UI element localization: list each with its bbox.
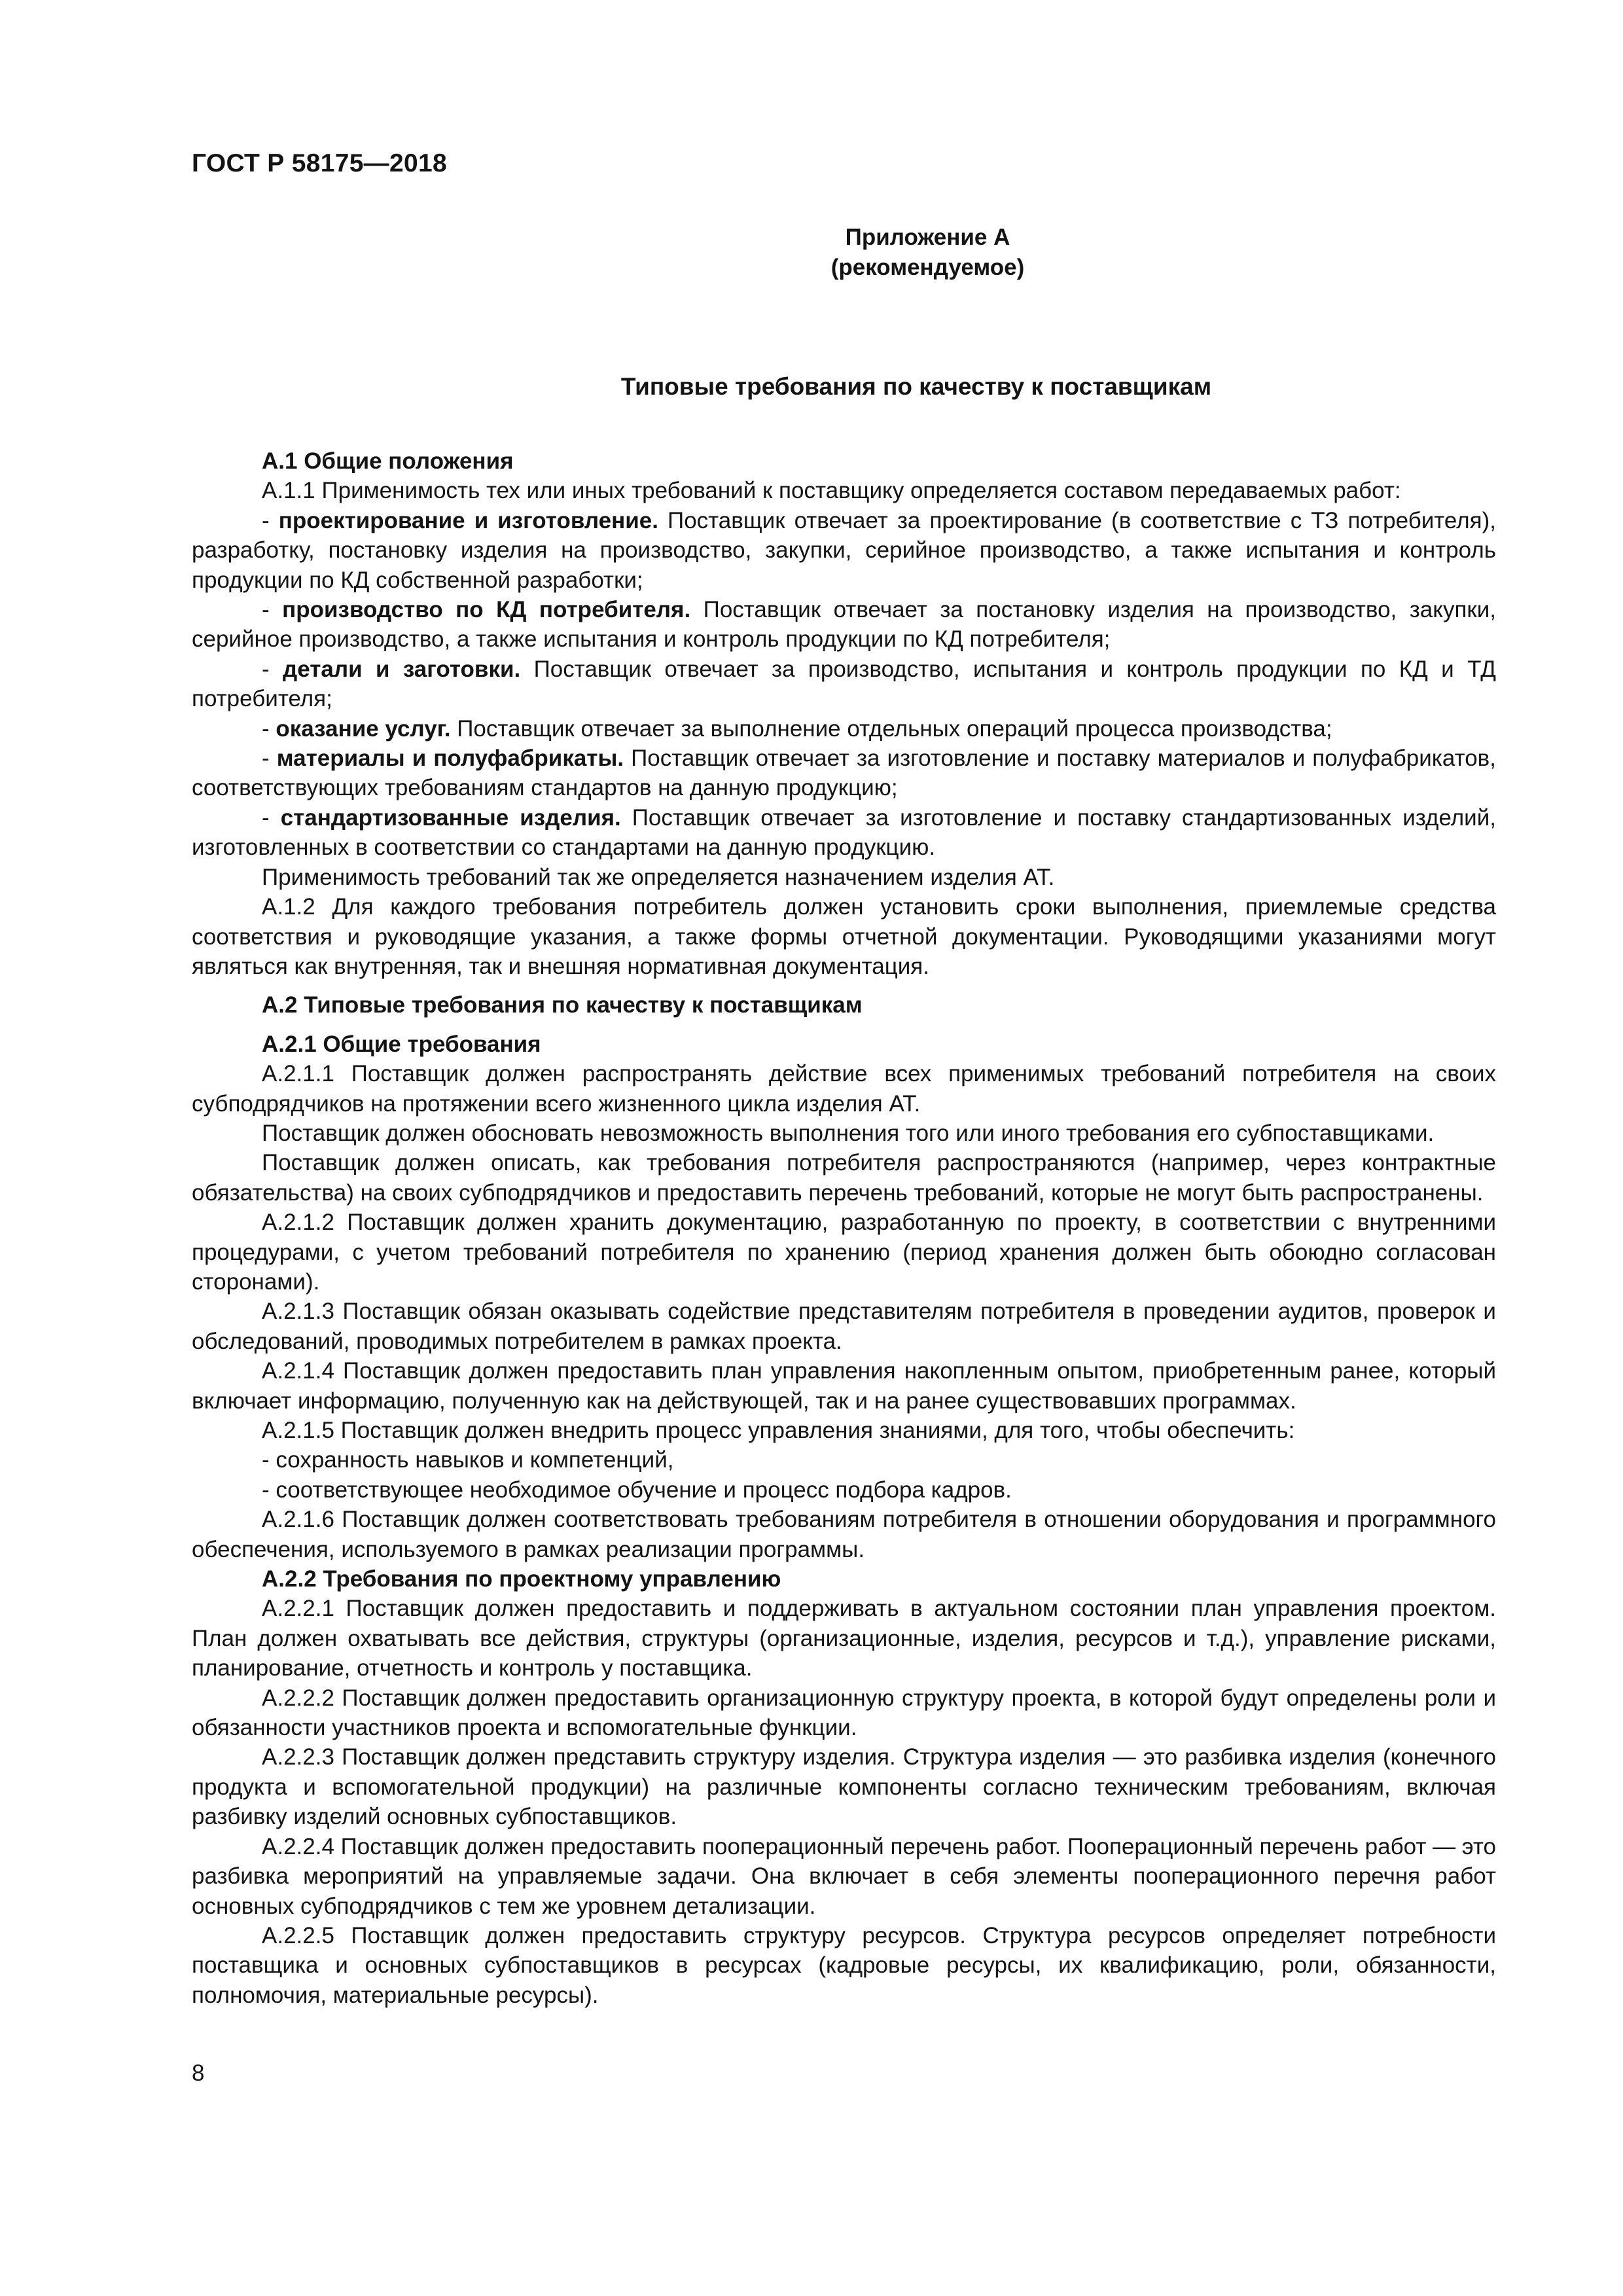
list-item-term: материалы и полуфабрикаты. (276, 745, 624, 772)
list-item-standard: - стандартизованные изделия. Поставщик отвечает за изготовление и поставку стандартизованных изделий, изготовленных в соответствии со стандартами на данную продукцию. (192, 804, 1496, 861)
paragraph-a223: А.2.2.3 Поставщик должен представить структуру изделия. Структура изделия — это разбивка изделия (конечного продукта и вспомогательной продукции) на различные компоненты согласно техническим требованиям, включая разбивку изделий основных субпоставщиков. (192, 1744, 1496, 1830)
section-heading-a1: А.1 Общие положения (262, 448, 514, 474)
list-item-text: Поставщик отвечает за постановку изделия на производство, закупки, серийное производство, а также испытания и контроль продукции по КД потребителя; (192, 597, 1496, 653)
list-item-text: Поставщик отвечает за проектирование (в соответствие с ТЗ потребителя), разработку, постановку изделия на производство, закупки, серийное производство, а также испытания и контроль продукции по КД собственной разработки; (192, 507, 1496, 593)
paragraph-a213: А.2.1.3 Поставщик обязан оказывать содействие представителям потребителя в проведении аудитов, проверок и обследований, проводимых потребителем в рамках проекта. (192, 1299, 1496, 1354)
paragraph-a214: А.2.1.4 Поставщик должен предоставить план управления накопленным опытом, приобретенным ранее, который включает информацию, полученную как на действующей, так и на ранее существовавших программах. (192, 1358, 1496, 1414)
bullet-skills: - сохранность навыков и компетенций, (262, 1447, 674, 1473)
list-item-materials: - материалы и полуфабрикаты. Поставщик отвечает за изготовление и поставку материалов и полуфабрикатов, соответствующих требованиям стандартов на данную продукцию; (192, 745, 1497, 801)
paragraph-a12: А.1.2 Для каждого требования потребитель должен установить сроки выполнения, приемлемые средства соответствия и руководящие указания, а также формы отчетной документации. Руководящими указаниями могут являться как внутренняя, так и внешняя нормативная документация. (192, 894, 1496, 979)
paragraph-a211: А.2.1.1 Поставщик должен распространять действие всех применимых требований потребителя на своих субподрядчиков на протяжении всего жизненного цикла изделия АТ. (192, 1061, 1496, 1117)
page-number: 8 (192, 2060, 205, 2086)
list-item-services: - оказание услуг. Поставщик отвечает за выполнение отдельных операций процесса производства; (262, 715, 1332, 742)
bullet-training: - соответствующее необходимое обучение и процесс подбора кадров. (262, 1477, 1012, 1503)
paragraph-a216: А.2.1.6 Поставщик должен соответствовать требованиям потребителя в отношении оборудования и программного обеспечения, используемого в рамках реализации программы. (192, 1507, 1496, 1562)
list-item-term: оказание услуг. (276, 715, 451, 742)
list-item-text: Поставщик отвечает за изготовление и поставку материалов и полуфабрикатов, соответствующих требованиям стандартов на данную продукцию; (192, 745, 1497, 801)
annex-title: Приложение А (845, 224, 1010, 250)
paragraph-a222: А.2.2.2 Поставщик должен предоставить организационную структуру проекта, в которой будут определены роли и обязанности участников проекта и вспомогательные функции. (192, 1685, 1496, 1741)
paragraph-a215: А.2.1.5 Поставщик должен внедрить процесс управления знаниями, для того, чтобы обеспечить: (262, 1418, 1295, 1443)
paragraph-a221: А.2.2.1 Поставщик должен предоставить и поддерживать в актуальном состоянии план управления проектом. План должен охватывать все действия, структуры (организационные, изделия, ресурсов и т.д.), управление рисками, планирование, отчетность и контроль у поставщика. (192, 1596, 1496, 1681)
annex-status: (рекомендуемое) (830, 255, 1025, 280)
paragraph-a212: А.2.1.2 Поставщик должен хранить документацию, разработанную по проекту, в соответствии с внутренними процедурами, с учетом требований потребителя по хранению (период хранения должен быть обоюдно согласован сторонами). (192, 1210, 1496, 1295)
paragraph-a224: А.2.2.4 Поставщик должен предоставить пооперационный перечень работ. Пооперационный перечень работ — это разбивка мероприятий на управляемые задачи. Она включает в себя элементы пооперационного перечня работ основных субподрядчиков с тем же уровнем детализации. (192, 1833, 1496, 1919)
list-item-term: производство по КД потребителя. (282, 597, 691, 623)
main-title: Типовые требования по качеству к поставщикам (620, 373, 1212, 400)
paragraph-a211-3: Поставщик должен описать, как требования потребителя распространяются (например, через контрактные обязательства) на своих субподрядчиков и предоставить перечень требований, которые не могут быть распространены. (192, 1150, 1496, 1206)
body-text (192, 446, 1496, 2010)
paragraph-a225: А.2.2.5 Поставщик должен предоставить структуру ресурсов. Структура ресурсов определяет потребности поставщика и основных субпоставщиков в ресурсах (кадровые ресурсы, их квалификацию, роли, обязанности, полномочия, материальные ресурсы). (192, 1922, 1496, 2008)
annex-heading (0, 223, 1623, 283)
paragraph-applicability: Применимость требований так же определяется назначением изделия АТ. (262, 864, 1055, 890)
paragraph-a111: А.1.1 Применимость тех или иных требований к поставщику определяется составом передаваемых работ: (262, 478, 1401, 504)
section-heading-a22: А.2.2 Требования по проектному управлению (262, 1566, 781, 1592)
list-item-text: Поставщик отвечает за производство, испытания и контроль продукции по КД и ТД потребителя; (192, 656, 1497, 712)
list-item-term: детали и заготовки. (283, 656, 521, 682)
list-item-parts: - детали и заготовки. Поставщик отвечает за производство, испытания и контроль продукции по КД и ТД потребителя; (192, 656, 1497, 712)
paragraph-a211-2: Поставщик должен обосновать невозможность выполнения того или иного требования его субпоставщиками. (262, 1120, 1435, 1146)
list-item-design: - проектирование и изготовление. Поставщик отвечает за проектирование (в соответствие с ТЗ потребителя), разработку, постановку изделия на производство, закупки, серийное производство, а также испытания и контроль продукции по КД собственной разработки; (192, 507, 1496, 593)
list-item-text: Поставщик отвечает за выполнение отдельных операций процесса производства; (450, 715, 1332, 742)
section-heading-a2: А.2 Типовые требования по качеству к поставщикам (262, 992, 863, 1018)
list-item-term: стандартизованные изделия. (280, 804, 621, 831)
document-code: ГОСТ Р 58175—2018 (192, 149, 447, 177)
section-heading-a21: А.2.1 Общие требования (262, 1031, 541, 1057)
list-item-text: Поставщик отвечает за изготовление и поставку стандартизованных изделий, изготовленных в соответствии со стандартами на данную продукцию. (192, 804, 1496, 861)
list-item-production: - производство по КД потребителя. Поставщик отвечает за постановку изделия на производство, закупки, серийное производство, а также испытания и контроль продукции по КД потребителя; (192, 597, 1496, 653)
list-item-term: проектирование и изготовление. (278, 507, 658, 533)
